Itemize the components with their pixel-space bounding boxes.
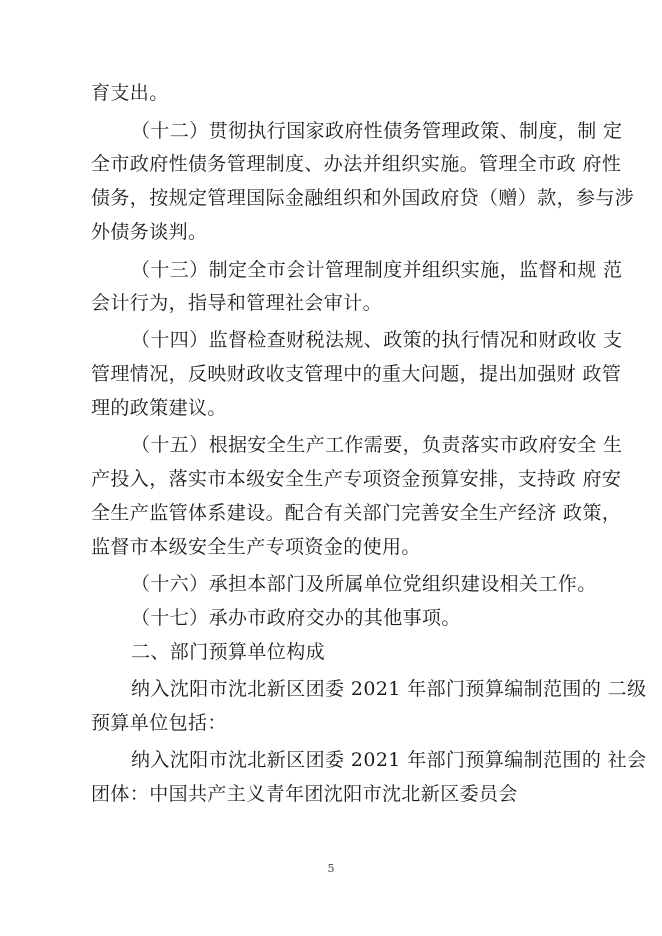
paragraph-line: 理的政策建议。 [91,397,227,419]
paragraph-line: 全市政府性债务管理制度、办法并组织实施。管理全市政 府性 [91,153,622,175]
paragraph-line: 产投入，落实市本级安全生产专项资金预算安排，支持政 府安 [91,468,622,490]
paragraph-line: （十二）贯彻执行国家政府性债务管理政策、制度，制 定 [131,120,623,142]
paragraph-line: （十四）监督检查财税法规、政策的执行情况和财政收 支 [131,329,623,351]
paragraph-line: 纳入沈阳市沈北新区团委 2021 年部门预算编制范围的 社会 [131,749,647,771]
paragraph-line: 管理情况，反映财政收支管理中的重大问题，提出加强财 政管 [91,363,622,385]
paragraph-line: （十六）承担本部门及所属单位党组织建设相关工作。 [131,573,597,595]
paragraph-line: 债务，按规定管理国际金融组织和外国政府贷（赠）款，参与涉 [91,187,635,209]
page-number: 5 [327,862,335,875]
paragraph-line: 监督市本级安全生产专项资金的使用。 [91,536,421,558]
paragraph-line: （十七）承办市政府交办的其他事项。 [131,607,461,629]
paragraph-line: 会计行为，指导和管理社会审计。 [91,292,383,314]
paragraph-line: 育支出。 [91,82,169,104]
paragraph-line: （十三）制定全市会计管理制度并组织实施，监督和规 范 [131,259,623,281]
section-heading: 二、部门预算单位构成 [131,641,326,663]
paragraph-line: 全生产监管体系建设。配合有关部门完善安全生产经济 政策， [91,502,622,524]
paragraph-line: （十五）根据安全生产工作需要，负责落实市政府安全 生 [131,434,623,456]
paragraph-line: 纳入沈阳市沈北新区团委 2021 年部门预算编制范围的 二级 [131,678,647,700]
paragraph-line: 外债务谈判。 [91,221,208,243]
paragraph-line: 预算单位包括： [91,712,227,734]
paragraph-line: 团体：中国共产主义青年团沈阳市沈北新区委员会 [91,783,518,805]
